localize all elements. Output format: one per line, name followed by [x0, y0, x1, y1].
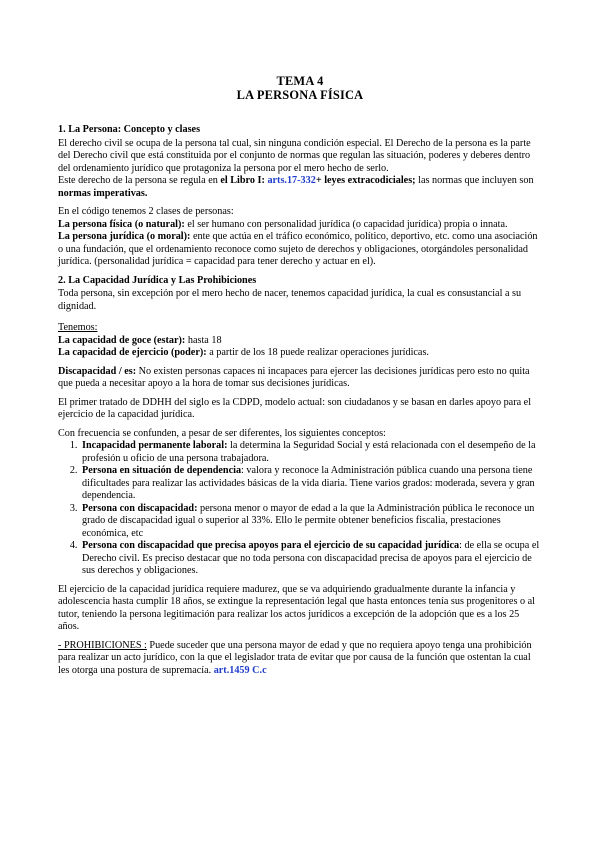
prohibiciones-text: Puede suceder que una persona mayor de edad y que no requiera apoyo tenga una prohibición para realizar un acto jurídico, con la que el legislador trata de evitar que por causa de la función que ostentan la cual les otorga una postura de supremacía. [58, 639, 532, 676]
item-text: : valora y reconoce la Administración pública cuando una persona tiene dificultades para realizar las actividades básicas de la vida diaria. Tiene varios grados: moderada, severa y gran dependencia. [82, 465, 535, 501]
section1-heading: 1. La Persona: Concepto y clases [58, 124, 201, 135]
capacidad-ejercicio [58, 347, 542, 360]
doc-title-line1: TEMA 4 [276, 74, 324, 88]
term-text: el ser humano con personalidad jurídica (o capacidad jurídica) propia o innata. [184, 218, 508, 230]
text: normas imperativas. [58, 187, 148, 199]
item-text: : de ella se ocupa el Derecho civil. Es preciso destacar que no toda persona con discapacidad precisa de apoyos para el ejercicio de sus derechos y obligaciones. [82, 540, 540, 576]
ejercicio-paragraph: El ejercicio de la capacidad jurídica requiere madurez, que se va adquiriendo gradualmente durante la infancia y adolescencia hasta cumplir 18 años, se extingue la representación legal que hasta entonces tenía sus progenitores o al tutor, teniendo la persona legitimación para realizar los actos jurídicos a excepción de la adopción que es a los 25 años. [58, 583, 535, 632]
document-page [58, 74, 542, 677]
list-item [80, 440, 542, 465]
text: el Libro I: [220, 175, 268, 186]
text: las normas que incluyen son [415, 175, 534, 186]
text: leyes extracodiciales; [324, 175, 416, 186]
section1-paragraph2 [58, 175, 542, 200]
item-text: persona menor o mayor de edad a la que la Administración pública le reconoce un grado de discapacidad igual o superior al 33%. Ello le permite obtener beneficios fiscalia, prestaciones económica, etc [82, 502, 535, 539]
section1-paragraph1: El derecho civil se ocupa de la persona tal cual, sin ninguna condición especial. El Derecho de la persona es la parte del Derecho civil que está constituida por el conjunto de normas que regulan las situación, poderes y deberes dentro del ordenamiento jurídico que protagoniza la persona por el mero hecho de serlo. [58, 137, 531, 174]
discapacidad-def [58, 366, 542, 391]
section2-heading: 2. La Capacidad Jurídica y Las Prohibiciones [58, 274, 257, 286]
term-label: Discapacidad / es: [58, 365, 137, 377]
term-label: La persona jurídica (o moral): [58, 231, 191, 242]
prohibiciones-label: - PROHIBICIONES : [58, 639, 147, 651]
term-text: hasta 18 [185, 334, 222, 346]
term-text: No existen personas capaces ni incapaces para ejercer las decisiones jurídicas pero esto no quita que pueda a necesitar apoyo a la hora de tomar sus decisiones jurídicas. [58, 365, 530, 389]
text: Este derecho de la persona se regula en [58, 175, 221, 186]
cdpd-paragraph: El primer tratado de DDHH del siglo es la CDPD, modelo actual: son ciudadanos y se basan en darles apoyo para el ejercicio de la capacidad jurídica. [58, 396, 532, 420]
list-item [80, 465, 542, 503]
item-label: Persona con discapacidad que precisa apoyos para el ejercicio de su capacidad jurídica [82, 540, 460, 551]
confunden-paragraph: Con frecuencia se confunden, a pesar de ser diferentes, los siguientes conceptos: [58, 427, 386, 439]
text: + [315, 175, 325, 186]
prohibiciones-paragraph [58, 640, 542, 678]
doc-title-line2: LA PERSONA FÍSICA [236, 88, 364, 102]
term-label: La persona física (o natural): [58, 218, 185, 230]
list-item [80, 503, 542, 541]
article-link[interactable]: art.1459 C.c [213, 664, 267, 676]
term-label: La capacidad de goce (estar): [58, 334, 186, 346]
term-text: a partir de los 18 puede realizar operaciones jurídicas. [206, 347, 429, 358]
concepts-list [58, 440, 542, 578]
tenemos-label: Tenemos: [58, 322, 98, 333]
persona-fisica-def [58, 219, 542, 232]
item-label: Persona en situación de dependencia [82, 465, 242, 476]
capacidad-goce [58, 335, 542, 348]
term-label: La capacidad de ejercicio (poder): [58, 347, 207, 358]
persona-juridica-def [58, 231, 542, 269]
list-item [80, 540, 542, 578]
item-label: Incapacidad permanente laboral: [82, 440, 228, 451]
term-text: ente que actúa en el tráfico económico, político, deportivo, etc. como una asociación o una fundación, que el ordenamiento reconoce como sujeto de derechos y obligaciones, otorgándoles personalidad jurídica. (personalidad jurídica = capacidad para tener derecho y actuar en el). [58, 231, 538, 267]
section2-paragraph1: Toda persona, sin excepción por el mero hecho de nacer, tenemos capacidad jurídica, la cual es consustancial a su dignidad. [58, 288, 522, 312]
item-text: la determina la Seguridad Social y está relacionada con el desempeño de la profesión u oficio de una persona trabajadora. [82, 440, 536, 464]
articles-link[interactable]: arts.17-332 [267, 175, 316, 186]
item-label: Persona con discapacidad: [82, 502, 198, 514]
section1-paragraph3: En el código tenemos 2 clases de personas: [58, 206, 234, 217]
